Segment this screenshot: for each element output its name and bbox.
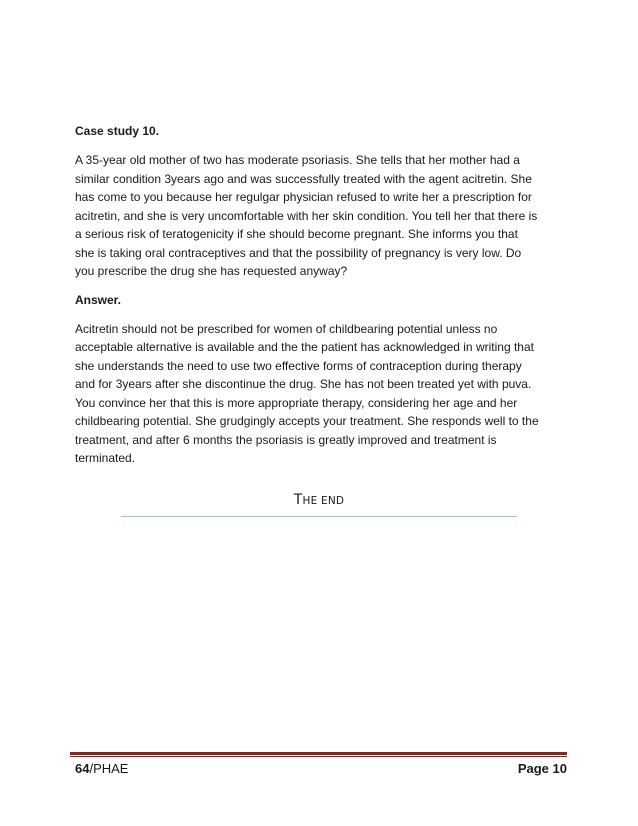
- main-content: [75, 122, 567, 478]
- case-line: you prescribe the drug she has requested anyway?: [75, 264, 348, 278]
- answer-paragraph: [75, 320, 567, 468]
- case-study-paragraph: [75, 151, 567, 281]
- answer-line: You convince her that this is more appropriate therapy, considering her age and her: [75, 395, 518, 410]
- the-end-initial: T: [293, 492, 303, 508]
- footer-page-number: Page 10: [517, 761, 567, 776]
- case-line: has come to you because her regulgar physician refused to write her a prescription for: [75, 190, 532, 204]
- answer-line: she understands the need to use two effective forms of contraception during therapy: [75, 358, 522, 373]
- answer-line: and for 3years after she discontinue the drug. She has not been treated yet with puva.: [75, 377, 532, 391]
- answer-line: childbearing potential. She grudgingly accepts your treatment. She responds well to the: [75, 414, 539, 428]
- footer-rule-thin: [70, 756, 567, 757]
- case-line: she is taking oral contraceptives and that the possibility of pregnancy is very low. Do: [75, 245, 522, 260]
- answer-line: acceptable alternative is available and the the patient has acknowledged in writing that: [75, 340, 534, 354]
- case-study-heading: Case study 10.: [75, 124, 160, 138]
- footer-number: 64: [75, 761, 90, 776]
- the-end-divider: [121, 516, 517, 517]
- the-end-title: [0, 492, 638, 508]
- case-line: a serious risk of teratogenicity if she should become pregnant. She informs you that: [75, 227, 518, 241]
- case-line: A 35-year old mother of two has moderate psoriasis. She tells that her mother had a: [75, 153, 520, 167]
- answer-line: Acitretin should not be prescribed for women of childbearing potential unless no: [75, 321, 498, 336]
- footer-rule-thick: [70, 752, 567, 755]
- footer-suffix: /PHAE: [89, 761, 129, 776]
- answer-heading: Answer.: [75, 292, 122, 307]
- the-end-rest: HE END: [302, 495, 345, 507]
- answer-line: treatment, and after 6 months the psoriasis is greatly improved and treatment is: [75, 432, 497, 447]
- case-line: similar condition 3years ago and was successfully treated with the agent acitretin. She: [75, 171, 532, 186]
- case-line: acitretin, and she is very uncomfortable with her skin condition. You tell her that there is: [75, 208, 538, 223]
- answer-line: terminated.: [75, 451, 136, 465]
- footer-document-id: [75, 760, 128, 778]
